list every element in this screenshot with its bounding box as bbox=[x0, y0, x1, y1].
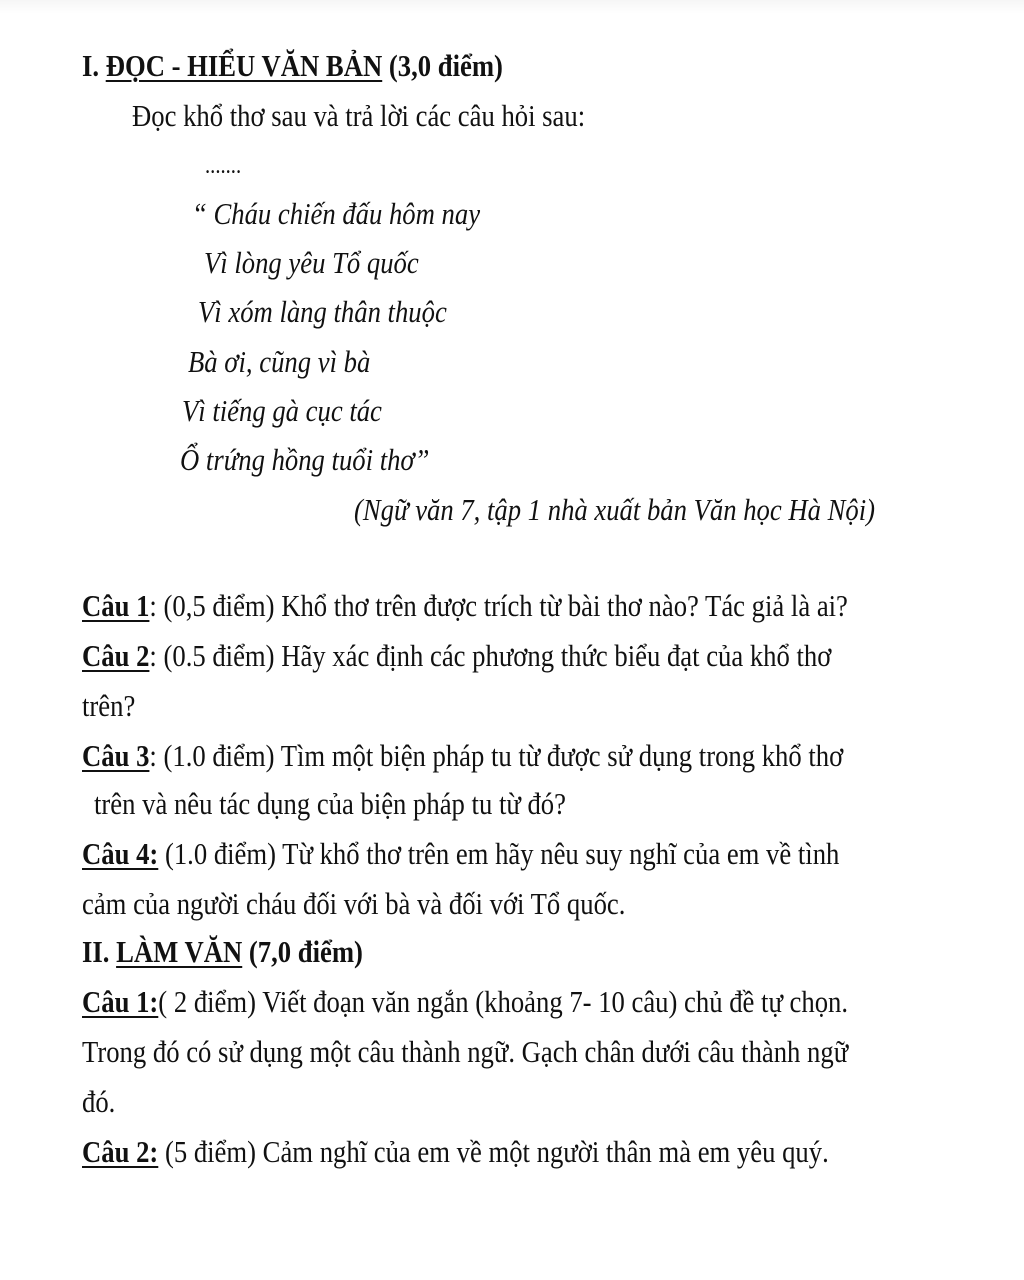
instruction: Đọc khổ thơ sau và trả lời các câu hỏi sau: bbox=[132, 98, 586, 133]
poem-line: Vì tiếng gà cục tác bbox=[182, 393, 382, 428]
question-text: : (0,5 điểm) Khổ thơ trên được trích từ bài thơ nào? Tác giả là ai? bbox=[149, 588, 848, 623]
section-2-heading bbox=[82, 932, 363, 972]
section-1-heading bbox=[82, 46, 503, 86]
poem-line: “ Cháu chiến đấu hôm nay bbox=[192, 196, 481, 231]
poem-source: (Ngữ văn 7, tập 1 nhà xuất bản Văn học Hà Nội) bbox=[354, 492, 876, 527]
question-1 bbox=[82, 586, 848, 626]
section-2-prefix: II. bbox=[82, 934, 117, 969]
question-2-continuation: trên? bbox=[82, 688, 136, 723]
poem-line: Vì xóm làng thân thuộc bbox=[198, 294, 447, 329]
question-label: Câu 4: bbox=[82, 836, 159, 871]
scan-top-edge bbox=[0, 0, 1024, 14]
essay-question-2 bbox=[82, 1132, 829, 1172]
question-label: Câu 2: bbox=[82, 1134, 159, 1169]
question-label: Câu 1: bbox=[82, 984, 159, 1019]
question-label: Câu 1 bbox=[82, 588, 150, 623]
question-text: : (0.5 điểm) Hãy xác định các phương thức biểu đạt của khổ thơ bbox=[149, 638, 832, 673]
poem-line: Ổ trứng hồng tuổi thơ” bbox=[180, 442, 430, 477]
question-text: ( 2 điểm) Viết đoạn văn ngắn (khoảng 7- 10 câu) chủ đề tự chọn. bbox=[158, 984, 849, 1019]
question-label: Câu 3 bbox=[82, 738, 150, 773]
section-1-prefix: I. bbox=[82, 48, 106, 83]
question-3-continuation: trên và nêu tác dụng của biện pháp tu từ đó? bbox=[94, 786, 566, 821]
poem-line: Vì lòng yêu Tổ quốc bbox=[204, 245, 419, 280]
section-2-points: (7,0 điểm) bbox=[242, 934, 363, 969]
question-text: (5 điểm) Cảm nghĩ của em về một người thân mà em yêu quý. bbox=[158, 1134, 829, 1169]
question-label: Câu 2 bbox=[82, 638, 150, 673]
question-3 bbox=[82, 736, 843, 776]
ellipsis: ....... bbox=[205, 153, 242, 179]
question-text: : (1.0 điểm) Tìm một biện pháp tu từ được sử dụng trong khổ thơ bbox=[149, 738, 844, 773]
question-text: (1.0 điểm) Từ khổ thơ trên em hãy nêu suy nghĩ của em về tình bbox=[158, 836, 840, 871]
question-4 bbox=[82, 834, 839, 874]
question-4-continuation: cảm của người cháu đối với bà và đối với Tổ quốc. bbox=[82, 886, 626, 921]
essay-question-1 bbox=[82, 982, 848, 1022]
section-1-points: (3,0 điểm) bbox=[382, 48, 503, 83]
essay-question-1-continuation: Trong đó có sử dụng một câu thành ngữ. Gạch chân dưới câu thành ngữ bbox=[82, 1034, 849, 1069]
poem-line: Bà ơi, cũng vì bà bbox=[188, 344, 371, 379]
essay-question-1-continuation: đó. bbox=[82, 1084, 116, 1119]
section-2-title: LÀM VĂN bbox=[116, 934, 243, 969]
question-2 bbox=[82, 636, 831, 676]
section-1-title: ĐỌC - HIỂU VĂN BẢN bbox=[105, 48, 383, 83]
